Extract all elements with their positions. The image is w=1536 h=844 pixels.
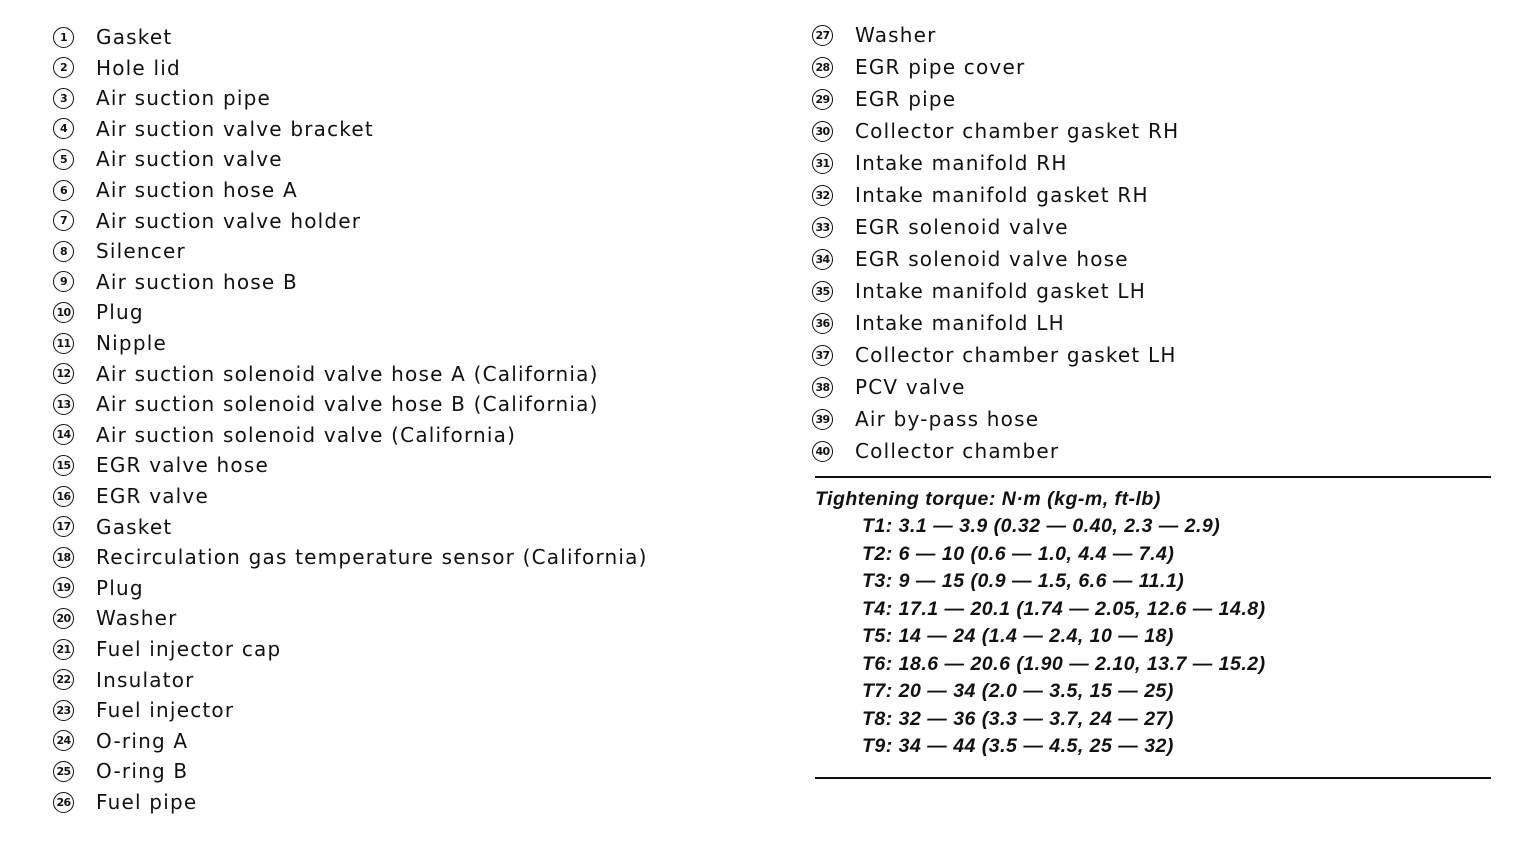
part-number-badge: 3: [53, 88, 74, 109]
part-item: [812, 310, 1065, 336]
part-number-badge: 27: [812, 25, 833, 46]
divider-top: [815, 476, 1491, 478]
part-number-badge: 34: [812, 249, 833, 270]
part-label: EGR valve hose: [96, 453, 269, 478]
part-item: [53, 177, 298, 203]
part-item: [53, 361, 599, 387]
part-label: Air suction pipe: [96, 86, 272, 111]
part-label: Recirculation gas temperature sensor (California): [96, 545, 648, 570]
part-label: Fuel pipe: [96, 790, 198, 814]
part-label: EGR pipe cover: [855, 55, 1026, 79]
part-item: [812, 86, 956, 112]
part-item: [53, 55, 181, 81]
part-number-badge: 31: [812, 153, 833, 174]
part-label: PCV valve: [855, 375, 966, 399]
part-label: Intake manifold LH: [855, 311, 1065, 335]
part-item: [53, 667, 195, 693]
part-item: [53, 758, 188, 784]
part-label: Air by-pass hose: [855, 407, 1040, 431]
part-item: [812, 374, 966, 400]
part-item: [812, 406, 1039, 432]
part-number-badge: 38: [812, 377, 833, 398]
part-label: EGR valve: [96, 484, 209, 508]
part-number-badge: 24: [53, 730, 74, 751]
part-item: [53, 452, 269, 478]
part-item: [812, 150, 1068, 176]
part-label: Plug: [96, 575, 144, 600]
torque-spec: T7: 20 — 34 (2.0 — 3.5, 15 — 25): [862, 680, 1174, 702]
part-label: Hole lid: [96, 55, 181, 80]
part-item: [812, 438, 1059, 464]
torque-spec: T4: 17.1 — 20.1 (1.74 — 2.05, 12.6 — 14.8): [862, 597, 1266, 620]
part-number-badge: 37: [812, 345, 833, 366]
part-label: Collector chamber gasket RH: [855, 119, 1180, 143]
part-number-badge: 8: [53, 241, 74, 262]
part-label: O-ring B: [96, 759, 189, 784]
part-number-badge: 25: [53, 761, 74, 782]
part-item: [812, 278, 1146, 304]
part-number-badge: 2: [53, 57, 74, 78]
part-number-badge: 1: [53, 27, 74, 48]
torque-spec: T5: 14 — 24 (1.4 — 2.4, 10 — 18): [862, 625, 1174, 647]
part-label: Air suction valve: [96, 147, 283, 172]
part-number-badge: 30: [812, 121, 833, 142]
part-label: Washer: [855, 23, 937, 47]
part-label: EGR solenoid valve hose: [855, 247, 1129, 271]
part-label: Collector chamber: [855, 439, 1060, 463]
part-item: [53, 146, 283, 172]
part-item: [53, 697, 234, 723]
torque-spec: T2: 6 — 10 (0.6 — 1.0, 4.4 — 7.4): [862, 542, 1175, 565]
part-number-badge: 28: [812, 57, 833, 78]
part-number-badge: 6: [53, 180, 74, 201]
part-number-badge: 7: [53, 210, 74, 231]
part-label: Intake manifold gasket RH: [855, 183, 1149, 207]
part-label: Air suction valve holder: [96, 208, 362, 233]
part-item: [53, 636, 281, 662]
torque-spec: T8: 32 — 36 (3.3 — 3.7, 24 — 27): [862, 707, 1174, 730]
part-label: Plug: [96, 300, 144, 325]
torque-spec: T9: 34 — 44 (3.5 — 4.5, 25 — 32): [862, 735, 1174, 757]
part-label: Fuel injector: [96, 698, 235, 723]
part-number-badge: 13: [53, 394, 74, 415]
part-number-badge: 18: [53, 547, 74, 568]
part-item: [53, 299, 144, 325]
part-number-badge: 4: [53, 118, 74, 139]
part-label: Fuel injector cap: [96, 637, 282, 661]
part-number-badge: 26: [53, 792, 74, 813]
part-item: [53, 85, 271, 111]
part-number-badge: 33: [812, 217, 833, 238]
part-label: Washer: [96, 606, 178, 631]
torque-spec: T6: 18.6 — 20.6 (1.90 — 2.10, 13.7 — 15.2): [862, 652, 1266, 675]
part-item: [812, 22, 937, 48]
part-number-badge: 22: [53, 669, 74, 690]
torque-spec: T3: 9 — 15 (0.9 — 1.5, 6.6 — 11.1): [862, 570, 1185, 592]
part-label: Air suction hose A: [96, 178, 298, 202]
part-label: EGR solenoid valve: [855, 215, 1069, 239]
part-item: [53, 544, 648, 570]
part-number-badge: 32: [812, 185, 833, 206]
part-item: [53, 330, 167, 356]
torque-spec: T1: 3.1 — 3.9 (0.32 — 0.40, 2.3 — 2.9): [862, 515, 1221, 537]
part-item: [812, 246, 1129, 272]
part-label: Gasket: [96, 514, 173, 539]
torque-title: Tightening torque: N·m (kg-m, ft-lb): [815, 488, 1161, 510]
part-label: Air suction solenoid valve hose A (California): [96, 361, 599, 386]
part-label: Nipple: [96, 331, 167, 355]
part-item: [53, 24, 172, 50]
part-number-badge: 39: [812, 409, 833, 430]
part-item: [53, 116, 374, 142]
part-item: [53, 483, 209, 509]
part-number-badge: 10: [53, 302, 74, 323]
part-number-badge: 20: [53, 608, 74, 629]
part-label: Air suction valve bracket: [96, 116, 374, 141]
part-label: O-ring A: [96, 728, 189, 753]
part-label: Intake manifold gasket LH: [855, 279, 1146, 303]
part-item: [53, 269, 298, 295]
part-item: [53, 238, 186, 264]
part-number-badge: 14: [53, 424, 74, 445]
part-item: [53, 208, 361, 234]
part-number-badge: 12: [53, 363, 74, 384]
part-item: [812, 342, 1177, 368]
part-label: Air suction hose B: [96, 269, 298, 294]
part-item: [53, 728, 188, 754]
part-number-badge: 40: [812, 441, 833, 462]
part-label: EGR pipe: [855, 87, 957, 111]
part-label: Silencer: [96, 239, 186, 264]
part-item: [53, 391, 599, 417]
part-label: Collector chamber gasket LH: [855, 343, 1177, 367]
part-item: [53, 514, 172, 540]
part-item: [53, 422, 516, 448]
part-label: Air suction solenoid valve (California): [96, 422, 517, 447]
part-number-badge: 29: [812, 89, 833, 110]
part-number-badge: 23: [53, 700, 74, 721]
part-number-badge: 16: [53, 486, 74, 507]
part-item: [53, 789, 197, 815]
part-label: Insulator: [96, 667, 195, 692]
part-number-badge: 5: [53, 149, 74, 170]
part-number-badge: 15: [53, 455, 74, 476]
part-number-badge: 21: [53, 639, 74, 660]
divider-bottom: [815, 777, 1491, 779]
part-label: Intake manifold RH: [855, 151, 1068, 175]
part-label: Gasket: [96, 25, 173, 49]
part-item: [812, 54, 1025, 80]
part-number-badge: 9: [53, 271, 74, 292]
part-item: [53, 605, 178, 631]
part-number-badge: 11: [53, 333, 74, 354]
part-number-badge: 35: [812, 281, 833, 302]
part-item: [53, 575, 144, 601]
part-number-badge: 36: [812, 313, 833, 334]
part-item: [812, 214, 1069, 240]
part-label: Air suction solenoid valve hose B (California): [96, 392, 599, 417]
part-number-badge: 17: [53, 516, 74, 537]
part-item: [812, 118, 1179, 144]
part-number-badge: 19: [53, 577, 74, 598]
part-item: [812, 182, 1149, 208]
